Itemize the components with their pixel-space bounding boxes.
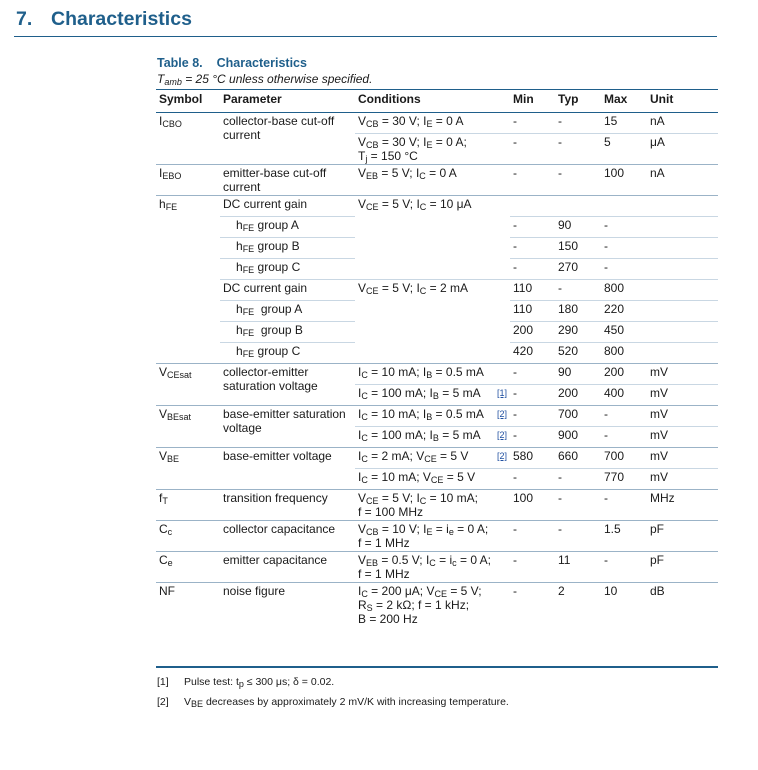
hfe-group-a: $h_{FE}$ group A bbox=[220, 217, 355, 238]
table-row bbox=[156, 113, 718, 134]
max-value: 15 bbox=[604, 114, 618, 128]
table-row bbox=[156, 165, 718, 196]
param-iebo: emitter-base cut-off current bbox=[220, 165, 355, 196]
min-value: - bbox=[510, 364, 555, 385]
max-value: 10 bbox=[601, 583, 647, 628]
section-title: Characteristics bbox=[51, 8, 192, 30]
param-nf: noise figure bbox=[220, 583, 355, 628]
unit-value: pF bbox=[647, 552, 718, 583]
table-bottom-rule bbox=[156, 666, 718, 668]
hfe-group-c: $h_{FE}$ group C bbox=[220, 259, 355, 280]
cond-vcesat-2: $I_C = 100$ mA; $I_B = 5$ mA [1] bbox=[355, 385, 510, 406]
unit-value: mV bbox=[647, 469, 718, 490]
max-value: - bbox=[601, 259, 647, 280]
min-value: - bbox=[510, 385, 555, 406]
footnote-text: Pulse test: $t_p \le 300$ μs; δ = 0.02. bbox=[184, 676, 335, 689]
table-row bbox=[156, 406, 718, 427]
typ-value: - bbox=[555, 134, 601, 165]
param-cc: collector capacitance bbox=[220, 521, 355, 552]
header-parameter: Parameter bbox=[220, 90, 355, 113]
condition-rest: = 25 °C unless otherwise specified. bbox=[181, 72, 373, 86]
max-value: - bbox=[601, 427, 647, 448]
cond-ft: $V_{CE} = 5$ V; $I_C = 10$ mA; f = 100 MHz bbox=[355, 490, 510, 521]
symbol-nf: NF bbox=[156, 583, 220, 628]
min-value: - bbox=[510, 427, 555, 448]
typ-value: 2 bbox=[555, 583, 601, 628]
symbol-vbe: $V_{BE}$ bbox=[156, 448, 220, 490]
typ-value: 200 bbox=[555, 385, 601, 406]
max-value: - bbox=[601, 490, 647, 521]
max-value: 1.5 bbox=[601, 521, 647, 552]
footnote-text: $V_{BE}$ decreases by approximately 2 mV/K with increasing temperature. bbox=[184, 696, 509, 709]
max-value: 800 bbox=[601, 280, 647, 301]
header-max: Max bbox=[601, 90, 647, 113]
hfe-group-a-2: $h_{FE}$ group A bbox=[220, 301, 355, 322]
cond-iebo: $V_{EB} = 5$ V; $I_C = 0$ A bbox=[355, 165, 510, 196]
typ-value: 150 bbox=[555, 238, 601, 259]
typ-value: 90 bbox=[555, 217, 601, 238]
param-vbesat: base-emitter saturation voltage bbox=[220, 406, 355, 448]
unit-value: pF bbox=[647, 521, 718, 552]
max-value: 400 bbox=[601, 385, 647, 406]
cond-vbe-2: $I_C = 10$ mA; $V_{CE} = 5$ V bbox=[355, 469, 510, 490]
hfe-group-b: $h_{FE}$ group B bbox=[220, 238, 355, 259]
symbol-iebo: $I_{EBO}$ bbox=[156, 165, 220, 196]
unit-value: mV bbox=[647, 448, 718, 469]
section-heading bbox=[16, 8, 192, 31]
min-value: - bbox=[510, 583, 555, 628]
max-value: 100 bbox=[601, 165, 647, 196]
min-value: - bbox=[510, 165, 555, 196]
symbol-cc: $C_c$ bbox=[156, 521, 220, 552]
table-row bbox=[156, 583, 718, 628]
typ-value: 290 bbox=[555, 322, 601, 343]
footnote-label: [1] bbox=[157, 676, 169, 688]
header-unit: Unit bbox=[647, 90, 718, 113]
characteristics-table bbox=[156, 89, 718, 627]
symbol-ce: $C_e$ bbox=[156, 552, 220, 583]
symbol-hfe: $h_{FE}$ bbox=[156, 196, 220, 364]
typ-value: - bbox=[555, 165, 601, 196]
max-value: - bbox=[601, 406, 647, 427]
footnote-ref-2[interactable]: [2] bbox=[496, 430, 507, 440]
cond-hfe-2: $V_{CE} = 5$ V; $I_C = 2$ mA bbox=[355, 280, 510, 364]
max-value: 700 bbox=[601, 448, 647, 469]
table-row bbox=[156, 552, 718, 583]
cond-vcesat-1: $I_C = 10$ mA; $I_B = 0.5$ mA bbox=[355, 364, 510, 385]
min-value: - bbox=[510, 134, 555, 165]
typ-value: 700 bbox=[555, 406, 601, 427]
cond-vbesat-2: $I_C = 100$ mA; $I_B = 5$ mA [2] bbox=[355, 427, 510, 448]
section-number: 7. bbox=[16, 8, 33, 30]
typ-value: 11 bbox=[555, 552, 601, 583]
footnote-ref-2[interactable]: [2] bbox=[496, 451, 507, 461]
param-hfe-2: DC current gain bbox=[220, 280, 355, 301]
typ-value: - bbox=[555, 280, 601, 301]
hfe-group-b-2: $h_{FE}$ group B bbox=[220, 322, 355, 343]
max-value: - bbox=[601, 552, 647, 583]
param-vbe: base-emitter voltage bbox=[220, 448, 355, 490]
symbol-ft: $f_T$ bbox=[156, 490, 220, 521]
max-value: 800 bbox=[601, 343, 647, 364]
min-value: - bbox=[513, 114, 517, 128]
footnote-ref-2[interactable]: [2] bbox=[496, 409, 507, 419]
min-value: - bbox=[510, 259, 555, 280]
footnote-label: [2] bbox=[157, 696, 169, 708]
header-min: Min bbox=[510, 90, 555, 113]
cond-icbo-1: $V_{CB} = 30$ V; $I_E = 0$ A bbox=[358, 114, 464, 129]
param-hfe-1: DC current gain bbox=[220, 196, 355, 217]
typ-value: 270 bbox=[555, 259, 601, 280]
typ-value: - bbox=[555, 490, 601, 521]
min-value: 200 bbox=[510, 322, 555, 343]
min-value: 580 bbox=[510, 448, 555, 469]
min-value: 110 bbox=[510, 280, 555, 301]
min-value: - bbox=[510, 217, 555, 238]
table-row bbox=[156, 448, 718, 469]
header-typ: Typ bbox=[555, 90, 601, 113]
max-value: 220 bbox=[601, 301, 647, 322]
unit-value: nA bbox=[647, 165, 718, 196]
min-value: 110 bbox=[510, 301, 555, 322]
min-value: - bbox=[510, 521, 555, 552]
table-name: Characteristics bbox=[216, 56, 307, 70]
unit-value: mV bbox=[647, 406, 718, 427]
min-value: 420 bbox=[510, 343, 555, 364]
cond-cc: $V_{CB} = 10$ V; $I_E = i_e = 0$ A; f = 1 MHz bbox=[355, 521, 510, 552]
table-row bbox=[156, 490, 718, 521]
cond-ce: $V_{EB} = 0.5$ V; $I_C = i_c = 0$ A; f = 1 MHz bbox=[355, 552, 510, 583]
cond-vbe-1: $I_C = 2$ mA; $V_{CE} = 5$ V [2] bbox=[355, 448, 510, 469]
symbol-vbesat: $V_{BEsat}$ bbox=[156, 406, 220, 448]
param-ce: emitter capacitance bbox=[220, 552, 355, 583]
max-value: - bbox=[601, 238, 647, 259]
unit-value: mV bbox=[647, 427, 718, 448]
condition-sub: amb bbox=[164, 77, 182, 87]
max-value: 450 bbox=[601, 322, 647, 343]
cond-nf: $I_C = 200$ μA; $V_{CE} = 5$ V; $R_S = 2$ kΩ; f = 1 kHz; B = 200 Hz bbox=[355, 583, 510, 628]
typ-value: - bbox=[555, 521, 601, 552]
footnote-1 bbox=[157, 676, 509, 696]
typ-value: - bbox=[555, 469, 601, 490]
unit-value: μA bbox=[647, 134, 718, 165]
header-row bbox=[156, 90, 718, 113]
unit-value: dB bbox=[647, 583, 718, 628]
unit-value: MHz bbox=[647, 490, 718, 521]
max-value: 200 bbox=[601, 364, 647, 385]
cond-hfe-1: $V_{CE} = 5$ V; $I_C = 10$ μA bbox=[355, 196, 510, 280]
condition-prefix: T bbox=[157, 72, 165, 86]
heading-rule bbox=[14, 36, 717, 37]
param-vcesat: collector-emitter saturation voltage bbox=[220, 364, 355, 406]
cond-icbo-2: $V_{CB} = 30$ V; $I_E = 0$ A; $T_j = 150$ °C bbox=[355, 134, 510, 165]
footnote-ref-1[interactable]: [1] bbox=[496, 388, 507, 398]
typ-value: 90 bbox=[555, 364, 601, 385]
header-conditions: Conditions bbox=[355, 90, 510, 113]
min-value: - bbox=[510, 469, 555, 490]
table-row bbox=[156, 521, 718, 552]
min-value: - bbox=[510, 552, 555, 583]
min-value: - bbox=[510, 238, 555, 259]
table-row bbox=[156, 196, 718, 217]
param-ft: transition frequency bbox=[220, 490, 355, 521]
min-value: - bbox=[510, 406, 555, 427]
unit-value: nA bbox=[650, 114, 665, 128]
symbol-vcesat: $V_{CEsat}$ bbox=[156, 364, 220, 406]
max-value: 770 bbox=[601, 469, 647, 490]
table-caption bbox=[157, 56, 307, 70]
header-symbol: Symbol bbox=[156, 90, 220, 113]
min-value: 100 bbox=[510, 490, 555, 521]
table-condition-note bbox=[157, 72, 372, 86]
param-icbo: collector-base cut-off current bbox=[223, 114, 335, 142]
typ-value: - bbox=[558, 114, 562, 128]
typ-value: 520 bbox=[555, 343, 601, 364]
table-row bbox=[156, 364, 718, 385]
typ-value: 180 bbox=[555, 301, 601, 322]
unit-value: mV bbox=[647, 364, 718, 385]
footnotes bbox=[157, 676, 509, 716]
symbol-icbo: $I_{CBO}$ bbox=[159, 114, 182, 129]
hfe-group-c-2: $h_{FE}$ group C bbox=[220, 343, 355, 364]
unit-value: mV bbox=[647, 385, 718, 406]
table-row bbox=[156, 280, 718, 301]
max-value: - bbox=[601, 217, 647, 238]
table-label: Table 8. bbox=[157, 56, 203, 70]
typ-value: 660 bbox=[555, 448, 601, 469]
cond-vbesat-1: $I_C = 10$ mA; $I_B = 0.5$ mA [2] bbox=[355, 406, 510, 427]
max-value: 5 bbox=[601, 134, 647, 165]
footnote-2 bbox=[157, 696, 509, 716]
typ-value: 900 bbox=[555, 427, 601, 448]
